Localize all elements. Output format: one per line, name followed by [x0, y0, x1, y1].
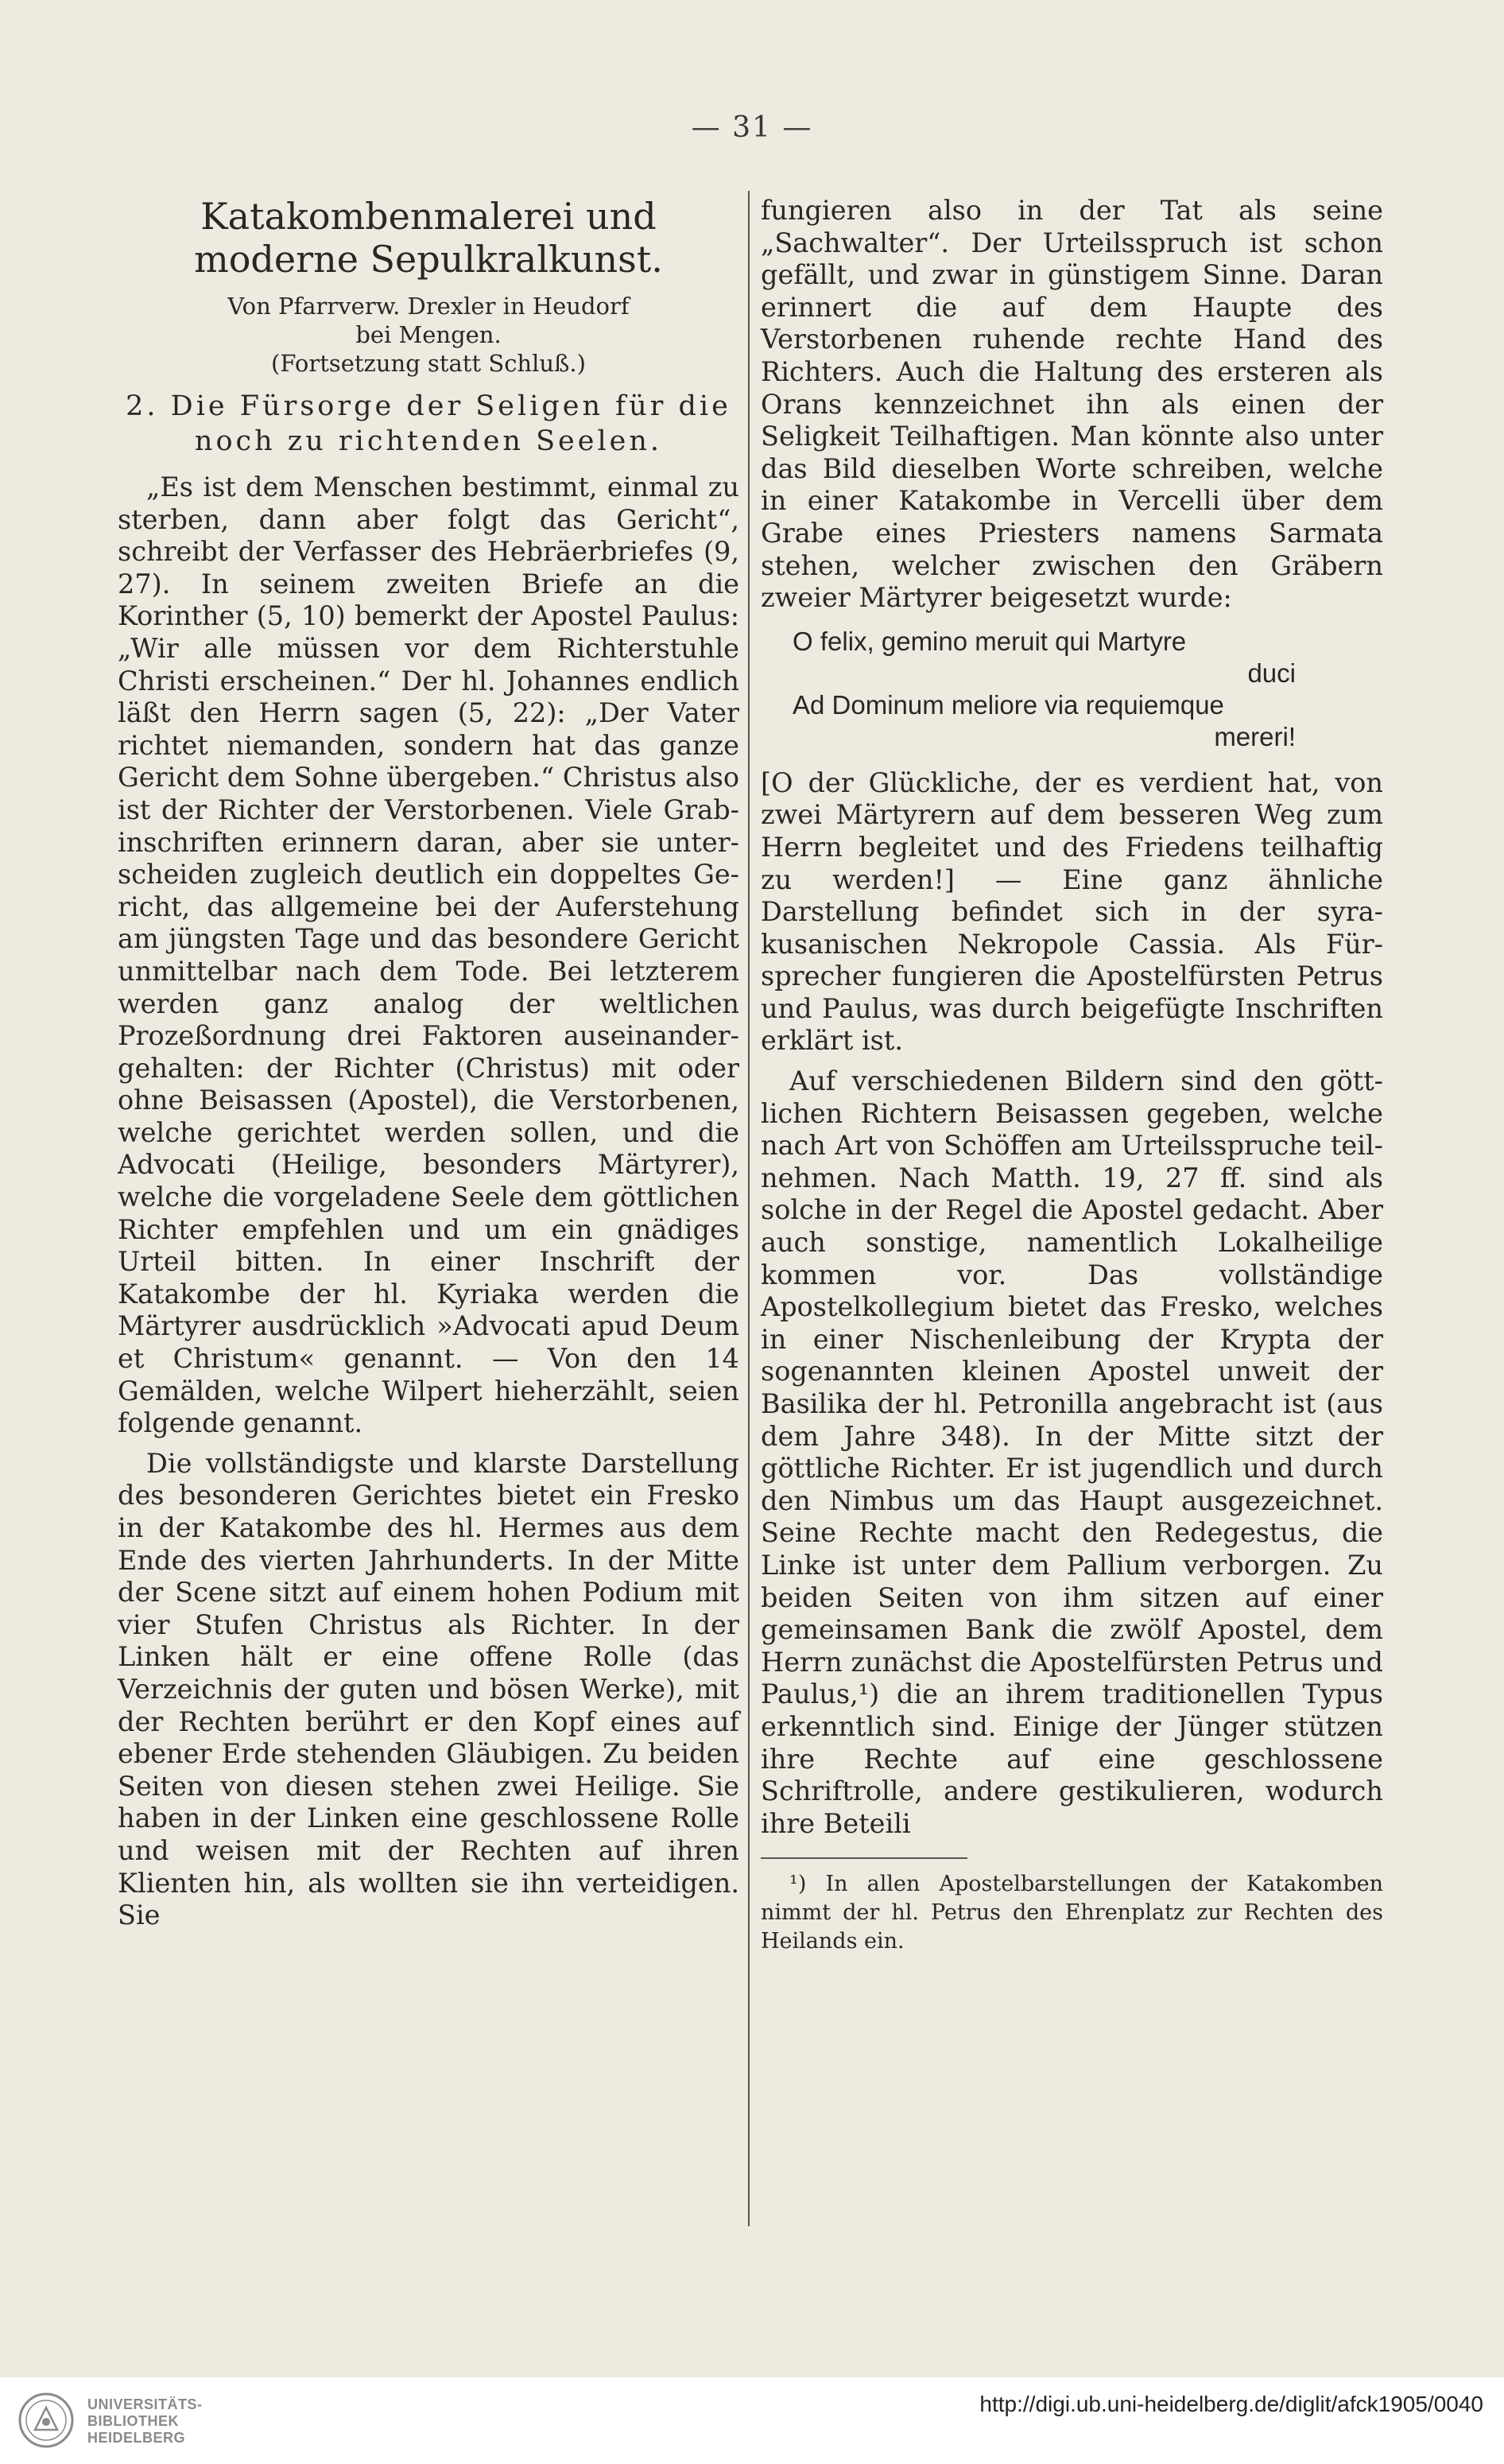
paragraph: „Es ist dem Menschen bestimmt, einmal zu sterben, dann aber folgt das Gericht“, schreibt der Verfasser des Hebräerbriefes (9, 27). In seinem zweiten Briefe an die Korinther (5, 10) bemerkt der Apostel Paulus: „Wir alle müssen vor dem Richterstuhle Christi erscheinen.“ Der hl. Johannes endlich läßt den Herrn sagen (5, 22): „Der Vater richtet niemanden, sondern hat das ganze Gericht dem Sohne übergeben.“ Christus also ist der Richter der Verstorbenen. Viele Grabinschriften erinnern daran, aber sie unterscheiden zugleich deutlich ein doppeltes Gericht, das allgemeine bei der Auferstehung am jüngsten Tage und das besondere Gericht unmittelbar nach dem Tode. Bei letzterem werden ganz analog der weltlichen Prozeßordnung drei Faktoren auseinandergehalten: der Richter (Christus) mit oder ohne Beisassen (Apostel), die Verstorbenen, welche gerichtet werden sollen, und die Advocati (Heilige, besonders Märtyrer), welche die vorgeladene Seele dem göttlichen Richter empfehlen und um ein gnädiges Urteil bitten. In einer Inschrift der Katakombe der hl. Kyriaka werden die Märtyrer ausdrücklich »Advocati apud Deum et Christum« genannt. — Von den 14 Gemälden, welche Wilpert hieherzählt, seien folgende genannt.: [118, 471, 739, 1439]
inscription-line-continued: mereri!: [1214, 721, 1296, 751]
article-title: Katakombenmalerei und moderne Sepulkralkunst.: [194, 195, 663, 281]
section-heading: 2. Die Fürsorge der Seligen für die noch zu richtenden Seelen.: [126, 390, 731, 457]
inscription-line: O felix, gemino meruit qui Martyre: [793, 626, 1187, 656]
latin-inscription: [761, 626, 1383, 753]
logo-line: UNIVERSITÄTS-: [87, 2396, 203, 2412]
inscription-line-continued: duci: [1247, 658, 1296, 688]
author-byline: Von Pfarrverw. Drexler in Heudorf: [227, 293, 630, 320]
page-number: — 31 —: [691, 111, 813, 144]
right-column: [761, 195, 1383, 1956]
paragraph: Auf verschiedenen Bildern sind den göttlichen Richtern Beisassen gegeben, welche nach Art von Schöffen am Urteilsspruche teilnehmen. Nach Matth. 19, 27 ff. sind als solche in der Regel die Apostel gedacht. Aber auch sonstige, namentlich Lokalheilige kommen vor. Das vollständige Apostelkollegium bietet das Fresko, welches in einer Nischenleibung der Krypta der sogenannten kleinen Apostel unweit der Basilika der hl. Petronilla angebracht ist (aus dem Jahre 348). In der Mitte sitzt der göttliche Richter. Er ist jugendlich und durch den Nimbus um das Haupt ausgezeichnet. Seine Rechte macht den Redegestus, die Linke ist unter dem Pallium verborgen. Zu beiden Seiten von ihm sitzen auf einer gemeinsamen Bank die zwölf Apostel, dem Herrn zunächst die Apostelfürsten Petrus und Paulus,¹) die an ihrem traditionellen Typus erkenntlich sind. Einige der Jünger stützen ihre Rechte auf eine geschlossene Schriftrolle, andere gestikulieren, wodurch ihre Beteili: [761, 1065, 1383, 1839]
column-divider: [748, 191, 750, 2226]
library-footer: [0, 2377, 1504, 2464]
continuation-note: (Fortsetzung statt Schluß.): [271, 350, 586, 377]
footnote-rule: [761, 1857, 967, 1859]
paragraph: [O der Glückliche, der es verdient hat, von zwei Märtyrern auf dem besseren Weg zum Herrn begleitet und des Friedens teilhaftig zu werden!] — Eine ganz ähnliche Darstellung befindet sich in der syrakusanischen Nekropole Cassia. Als Fürsprecher fungieren die Apostelfürsten Petrus und Paulus, was durch beigefügte Inschriften erklärt ist.: [761, 766, 1383, 1057]
logo-line: BIBLIOTHEK: [87, 2413, 179, 2429]
source-url[interactable]: http://digi.ub.uni-heidelberg.de/diglit/afck1905/0040: [979, 2392, 1483, 2416]
paragraph: fungieren also in der Tat als seine „Sachwalter“. Der Urteilsspruch ist schon gefällt, und zwar in günstigem Sinne. Daran erinnert die auf dem Haupte des Verstorbenen ruhende rechte Hand des Richters. Auch die Haltung des ersteren als Orans kennzeichnet ihn als einen der Seligkeit Teilhaftigen. Man könnte also unter das Bild dieselben Worte schreiben, welche in einer Katakombe in Vercelli über dem Grabe eines Priesters namens Sarmata stehen, welcher zwischen den Gräbern zweier Märtyrer beigesetzt wurde:: [761, 195, 1383, 614]
paragraph: Die vollständigste und klarste Darstellung des besonderen Gerichtes bietet ein Fresko in der Katakombe des hl. Hermes aus dem Ende des vierten Jahrhunderts. In der Mitte der Scene sitzt auf einem hohen Podium mit vier Stufen Christus als Richter. In der Linken hält er eine offene Rolle (das Verzeichnis der guten und bösen Werke), mit der Rechten berührt er den Kopf eines auf ebener Erde stehenden Gläubigen. Zu beiden Seiten von diesen stehen zwei Heilige. Sie haben in der Linken eine geschlossene Rolle und weisen mit der Rechten auf ihren Klienten hin, als wollten sie ihn verteidigen. Sie: [118, 1447, 739, 1931]
university-seal-icon: [17, 2392, 75, 2449]
inscription-line: Ad Dominum meliore via requiemque: [793, 689, 1224, 720]
logo-line: HEIDELBERG: [87, 2430, 186, 2446]
author-location: bei Mengen.: [355, 321, 502, 348]
library-logo-text: [87, 2396, 203, 2447]
footnote: ¹) In allen Apostelbarstellungen der Katakomben nimmt der hl. Petrus den Ehrenplatz zur Rechten des Heilands ein.: [761, 1872, 1383, 1954]
left-column: [118, 195, 739, 1940]
